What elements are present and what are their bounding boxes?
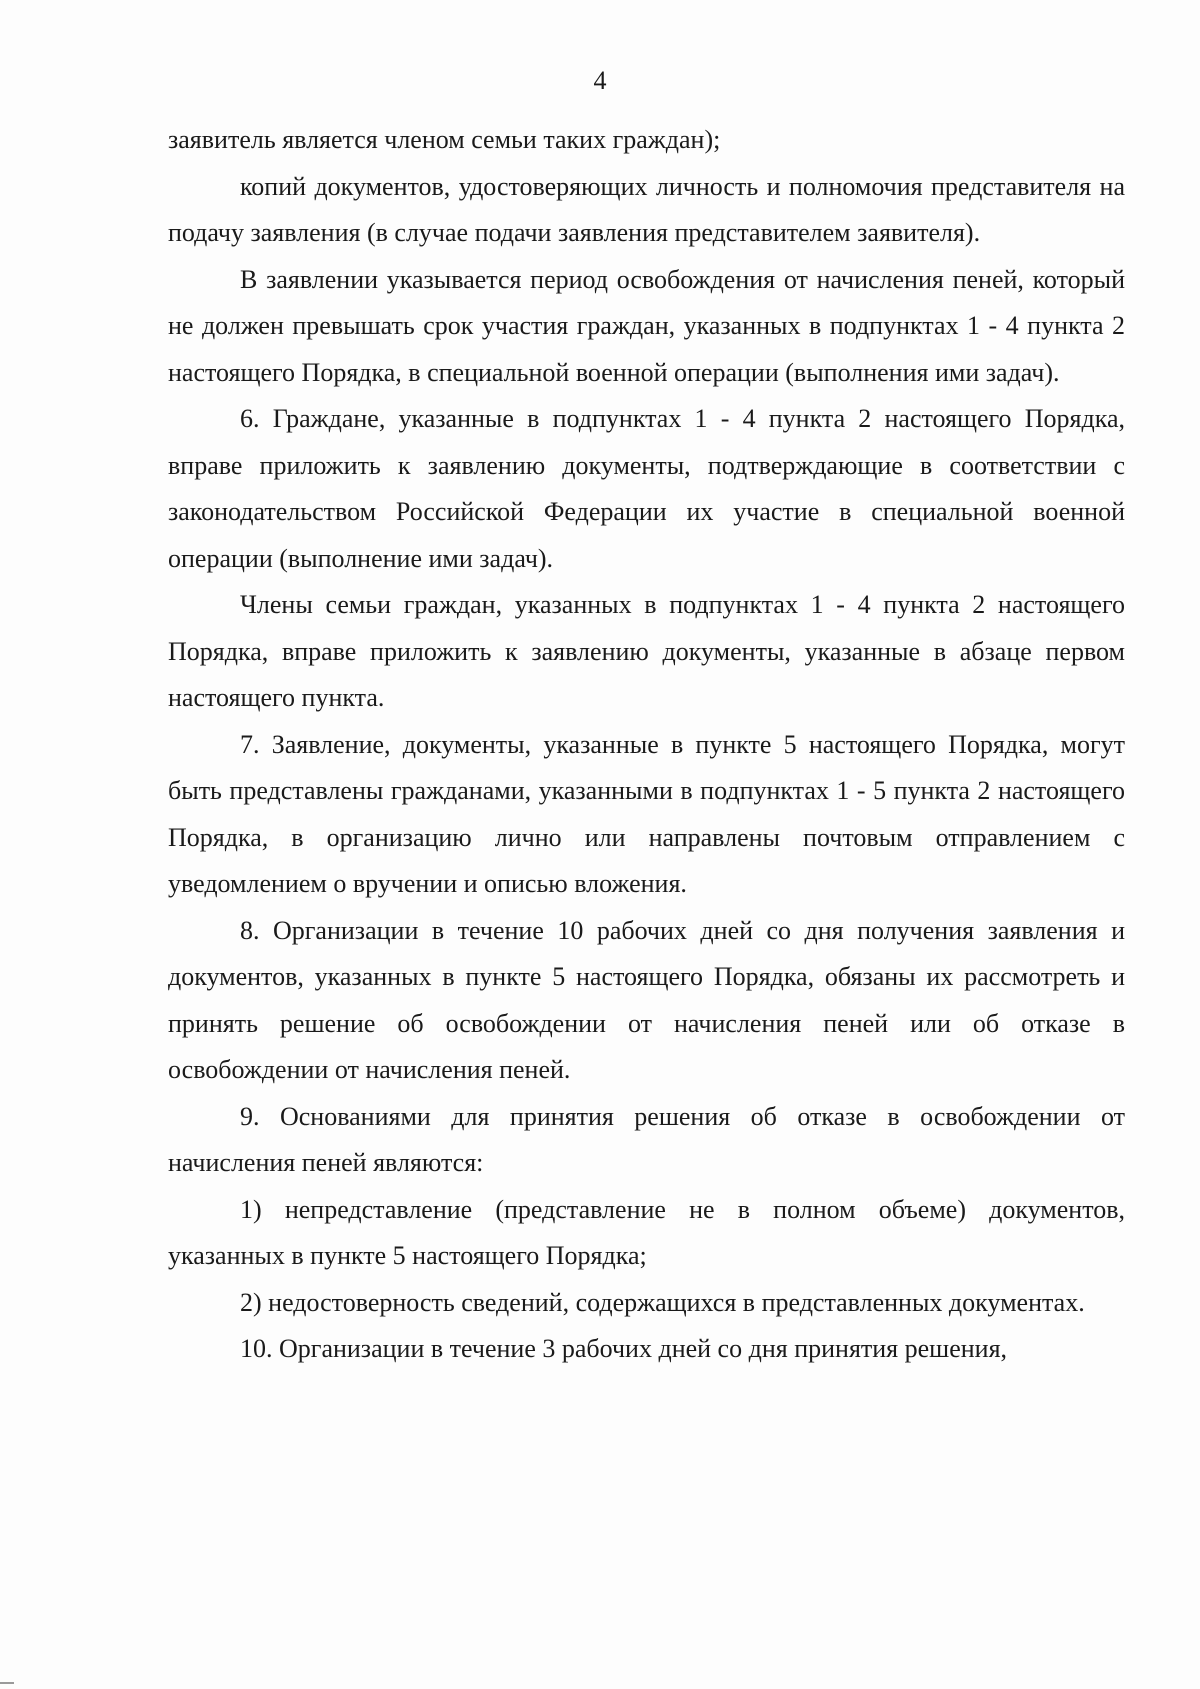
scan-artifact-bottom-left: [0, 1682, 14, 1684]
paragraph-item-9-subitem-1: 1) непредставление (представление не в полном объеме) документов, указанных в пункте 5 настоящего Порядка;: [168, 1194, 1125, 1270]
paragraph-item-6: 6. Граждане, указанные в подпунктах 1 - 4 пункта 2 настоящего Порядка, вправе приложить к заявлению документы, подтверждающие в соответствии с законодательством Российской Федерации их участие в специальной военной операции (выполнение ими задач).: [168, 404, 1125, 573]
paragraph-continuation: заявитель является членом семьи таких граждан);: [168, 125, 721, 154]
document-body: [168, 117, 1125, 1373]
paragraph-exemption-period: В заявлении указывается период освобождения от начисления пеней, который не должен превышать срок участия граждан, указанных в подпунктах 1 - 4 пункта 2 настоящего Порядка, в специальной военной операции (выполнения ими задач).: [168, 264, 1125, 387]
paragraph-item-7: 7. Заявление, документы, указанные в пункте 5 настоящего Порядка, могут быть представлены гражданами, указанными в подпунктах 1 - 5 пункта 2 настоящего Порядка, в организацию лично или направлены почтовым отправлением с уведомлением о вручении и описью вложения.: [168, 729, 1125, 898]
paragraph-item-8: 8. Организации в течение 10 рабочих дней со дня получения заявления и документов, указанных в пункте 5 настоящего Порядка, обязаны их рассмотреть и принять решение об освобождении от начисления пеней или об отказе в освобождении от начисления пеней.: [168, 915, 1125, 1084]
paragraph-representative-copies: копий документов, удостоверяющих личность и полномочия представителя на подачу заявления (в случае подачи заявления представителем заявителя).: [168, 171, 1125, 247]
paragraph-item-10: 10. Организации в течение 3 рабочих дней со дня принятия решения,: [240, 1334, 1008, 1363]
paragraph-family-members: Члены семьи граждан, указанных в подпунктах 1 - 4 пункта 2 настоящего Порядка, вправе приложить к заявлению документы, указанные в абзаце первом настоящего пункта.: [168, 590, 1125, 712]
paragraph-item-9-subitem-2: 2) недостоверность сведений, содержащихся в представленных документах.: [240, 1287, 1085, 1317]
page-number: 4: [593, 66, 607, 95]
paragraph-item-9: 9. Основаниями для принятия решения об отказе в освобождении от начисления пеней являются:: [168, 1101, 1125, 1177]
